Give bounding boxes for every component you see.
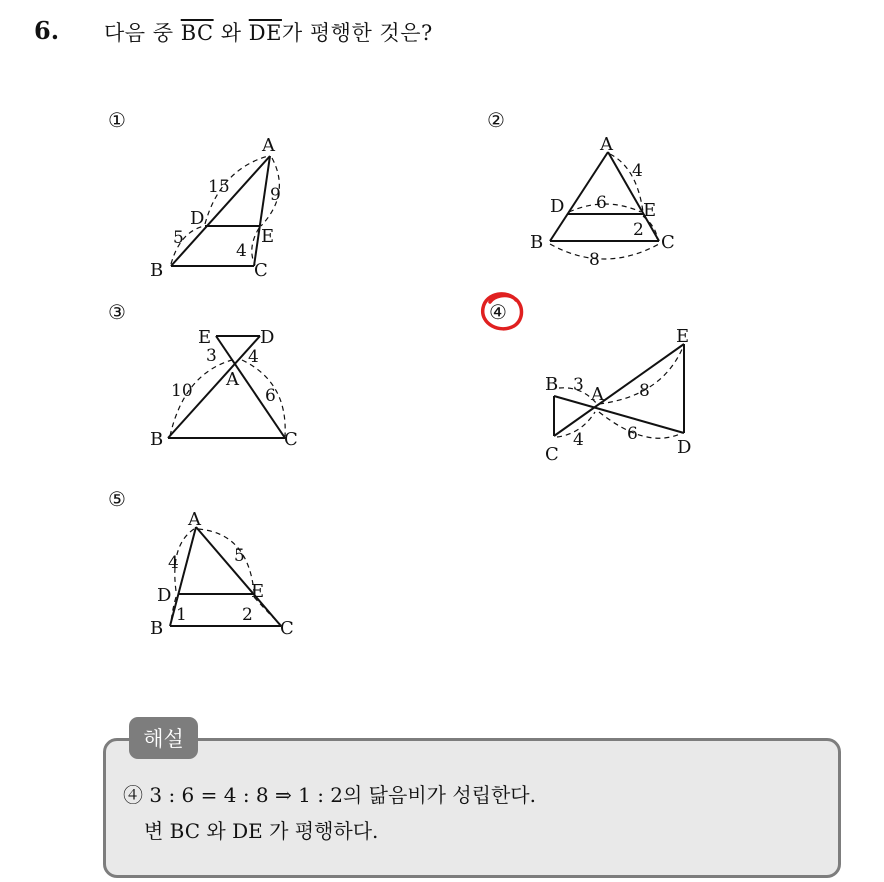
option-1-length-4: 4: [236, 241, 247, 261]
option-4-label: ④: [489, 300, 507, 324]
option-1-point-e: E: [261, 226, 275, 247]
question-suffix: 가 평행한 것은?: [281, 21, 433, 45]
option-3-length-3: 3: [206, 346, 217, 366]
option-3-point-c: C: [284, 429, 298, 450]
option-3-length-6: 6: [265, 386, 276, 406]
option-3-length-4: 4: [248, 347, 259, 367]
option-5-length-5: 5: [234, 546, 245, 566]
option-4-point-b: B: [545, 374, 559, 395]
option-4-length-4: 4: [573, 430, 584, 450]
option-1-length-9: 9: [270, 185, 281, 205]
option-5-length-1: 1: [176, 605, 187, 625]
solution-tag: 해설: [129, 717, 198, 759]
solution-line-1: ④ 3 : 6 = 4 : 8 ⇒ 1 : 2의 닮음비가 성립한다.: [123, 783, 536, 807]
option-2-figure: [487, 108, 697, 273]
question-text: [104, 17, 433, 47]
option-3-length-10: 10: [171, 381, 193, 401]
option-2-length-2: 2: [633, 220, 644, 240]
question-number: 6.: [34, 16, 60, 45]
option-1-label: ①: [108, 108, 126, 132]
option-2-point-a: A: [600, 134, 613, 155]
option-3-figure: [108, 300, 308, 455]
option-1-length-5: 5: [173, 228, 184, 248]
option-5[interactable]: [108, 487, 308, 642]
option-3[interactable]: [108, 300, 308, 455]
option-3-label: ③: [108, 300, 126, 324]
option-1-figure: [108, 108, 308, 283]
option-5-point-d: D: [157, 585, 172, 606]
option-2-length-8: 8: [589, 250, 600, 270]
option-4-point-d: D: [677, 437, 692, 458]
option-2-point-d: D: [550, 196, 565, 217]
option-5-length-2: 2: [242, 605, 253, 625]
option-2-length-4: 4: [632, 161, 643, 181]
option-2-point-c: C: [661, 232, 675, 253]
option-5-label: ⑤: [108, 487, 126, 511]
option-1[interactable]: [108, 108, 308, 283]
question-mid: 와: [213, 21, 249, 45]
option-4-point-c: C: [545, 444, 559, 465]
option-3-point-a: A: [226, 369, 239, 390]
option-3-point-b: B: [150, 429, 164, 450]
option-4-length-6: 6: [627, 424, 638, 444]
option-5-length-4: 4: [168, 553, 179, 573]
segment-de-overline: $\overline{DE}$: [248, 21, 282, 45]
option-1-point-b: B: [150, 260, 164, 281]
option-2-point-b: B: [530, 232, 544, 253]
option-3-point-d: D: [260, 327, 275, 348]
option-1-point-a: A: [262, 135, 275, 156]
option-1-point-c: C: [254, 260, 268, 281]
option-5-figure: [108, 487, 308, 642]
option-2-length-6: 6: [596, 193, 607, 213]
solution-box: [103, 738, 841, 878]
option-2[interactable]: [487, 108, 697, 273]
option-4-length-8: 8: [639, 381, 650, 401]
option-2-label: ②: [487, 108, 505, 132]
option-1-point-d: D: [190, 208, 205, 229]
option-1-length-15: 15: [208, 177, 230, 197]
solution-line-2: 변 BC 와 DE 가 평행하다.: [144, 819, 379, 843]
option-2-point-e: E: [643, 200, 657, 221]
option-4-length-3: 3: [573, 375, 584, 395]
option-5-point-e: E: [251, 581, 265, 602]
option-4-point-e: E: [676, 326, 690, 347]
option-5-point-b: B: [150, 618, 164, 639]
segment-bc-overline: $\overline{BC}$: [180, 21, 214, 45]
answer-circle-mark: [478, 290, 526, 334]
option-5-point-a: A: [188, 509, 201, 530]
option-3-point-e: E: [198, 327, 212, 348]
option-4-point-a: A: [591, 384, 604, 405]
option-5-point-c: C: [280, 618, 294, 639]
question-prefix: 다음 중: [104, 21, 181, 45]
